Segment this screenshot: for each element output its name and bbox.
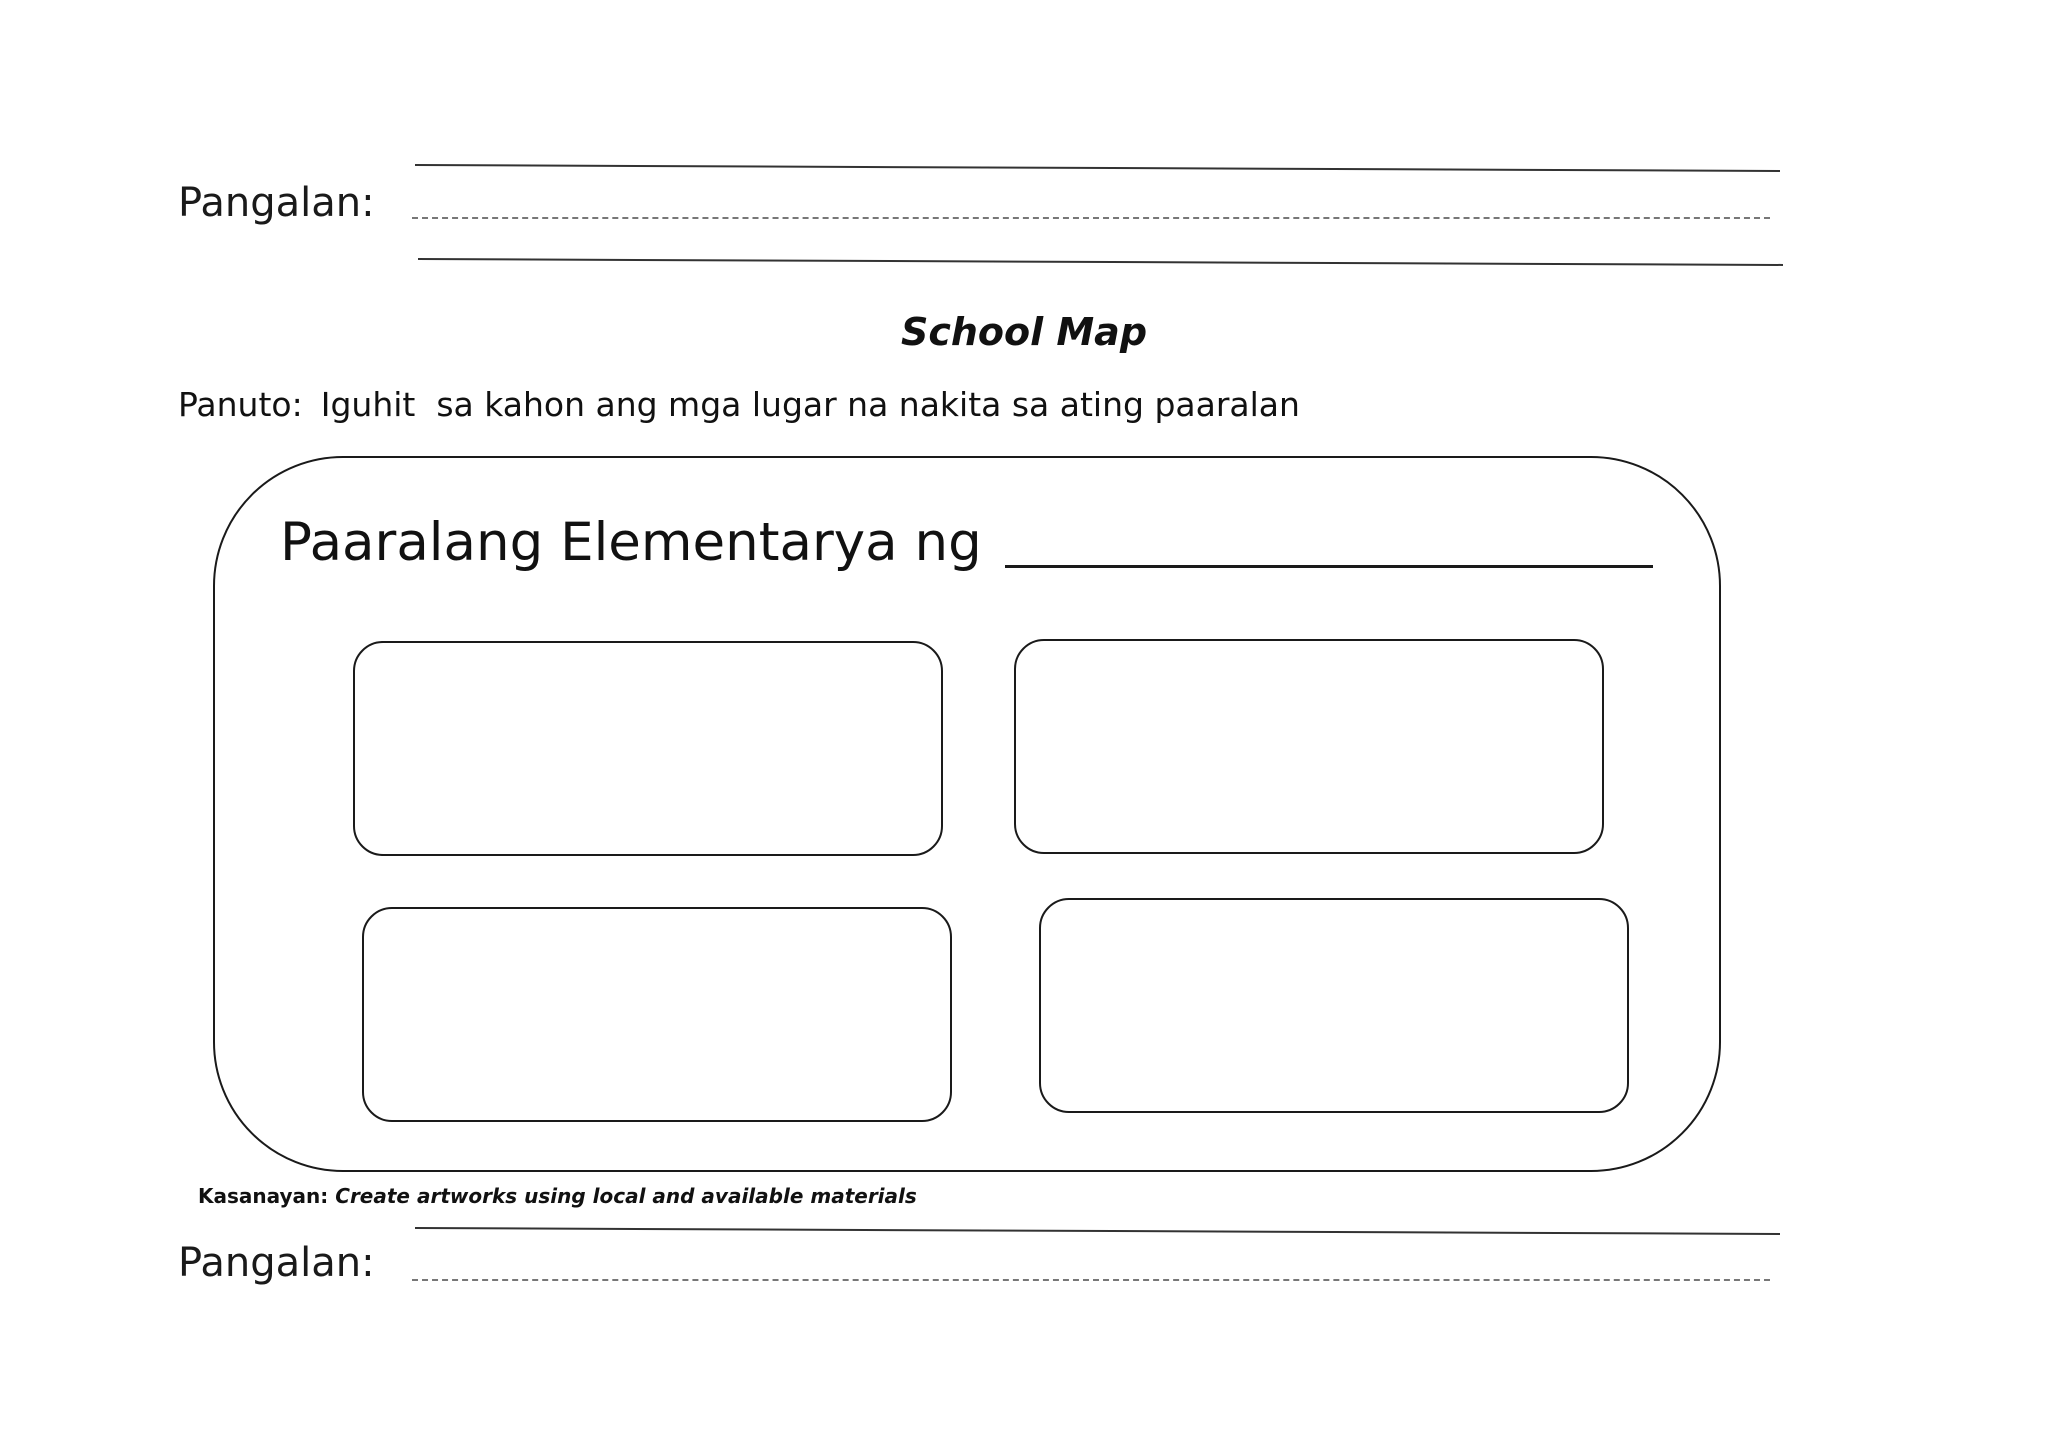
- instructions-label: Panuto:: [178, 385, 303, 424]
- school-name-label: Paaralang Elementarya ng: [280, 512, 982, 573]
- page-title: School Map: [900, 310, 1148, 354]
- drawing-box-bottom-right[interactable]: [1039, 898, 1629, 1113]
- name-label-top: Pangalan:: [178, 180, 375, 226]
- drawing-box-bottom-left[interactable]: [362, 907, 952, 1122]
- name-label-bottom: Pangalan:: [178, 1240, 375, 1286]
- instructions: [178, 385, 1300, 424]
- instructions-text: Iguhit sa kahon ang mga lugar na nakita sa ating paaralan: [320, 385, 1300, 424]
- name-bottom-guide-line: [418, 258, 1783, 266]
- name-input-bottom[interactable]: [412, 1279, 1770, 1281]
- name-input-top[interactable]: [412, 217, 1770, 219]
- school-name-blank[interactable]: [1005, 565, 1653, 568]
- drawing-box-top-left[interactable]: [353, 641, 943, 856]
- skill-text: Create artworks using local and available materials: [335, 1184, 917, 1208]
- skill-note: [198, 1184, 917, 1208]
- name-bottom-top-guide-line: [415, 1227, 1780, 1235]
- skill-label: Kasanayan:: [198, 1184, 329, 1208]
- drawing-box-top-right[interactable]: [1014, 639, 1604, 854]
- name-top-guide-line: [415, 164, 1780, 172]
